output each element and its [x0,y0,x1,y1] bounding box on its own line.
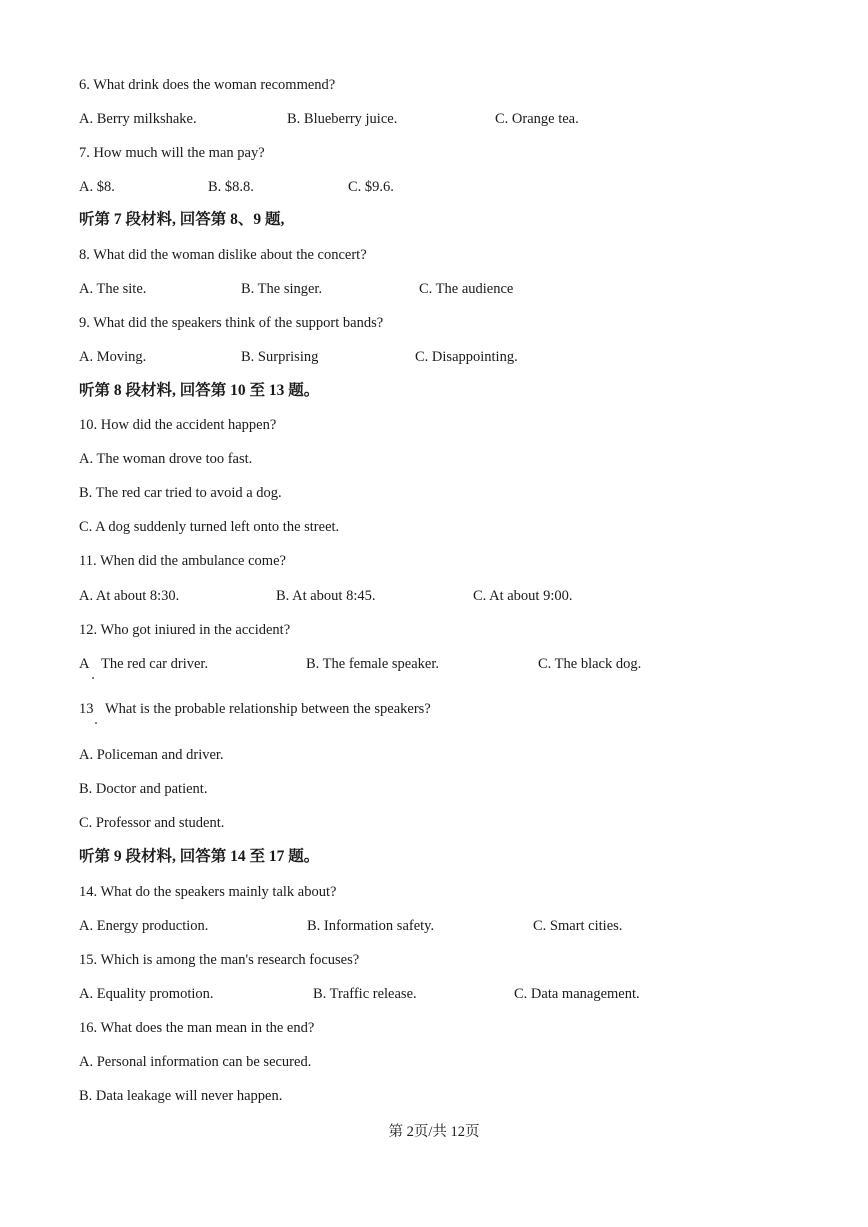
q16-option-b: B. Data leakage will never happen. [79,1088,283,1104]
q12-option-c: C. The black dog. [538,656,642,672]
question-8: 8. What did the woman dislike about the concert? [79,247,367,263]
q7-option-c: C. $9.6. [348,179,394,195]
q9-option-c: C. Disappointing. [415,349,518,365]
question-14: 14. What do the speakers mainly talk about? [79,884,337,900]
q6-option-a: A. Berry milkshake. [79,111,197,127]
scan-speck [95,722,97,724]
q7-option-b: B. $8.8. [208,179,254,195]
q10-option-a: A. The woman drove too fast. [79,451,253,467]
q11-option-c: C. At about 9:00. [473,588,573,604]
section-heading-7: 听第 7 段材料, 回答第 8、9 题, [79,211,285,228]
q15-option-c: C. Data management. [514,986,640,1002]
question-13: What is the probable relationship between the speakers? [105,701,431,717]
q13-option-a: A. Policeman and driver. [79,747,224,763]
page-footer: 第 2页/共 12页 [388,1124,480,1140]
q11-option-b: B. At about 8:45. [276,588,376,604]
question-15: 15. Which is among the man's research focuses? [79,952,360,968]
q14-option-b: B. Information safety. [307,918,435,934]
question-12: 12. Who got iniured in the accident? [79,622,291,638]
q12-option-b: B. The female speaker. [306,656,439,672]
q13-option-b: B. Doctor and patient. [79,781,208,797]
q12-option-a-letter: A [79,656,90,672]
section-heading-8: 听第 8 段材料, 回答第 10 至 13 题。 [79,382,320,399]
q7-option-a: A. $8. [79,179,115,195]
q14-option-a: A. Energy production. [79,918,209,934]
q16-option-a: A. Personal information can be secured. [79,1054,312,1070]
q6-option-b: B. Blueberry juice. [287,111,398,127]
q8-option-b: B. The singer. [241,281,323,297]
question-13-number: 13 [79,701,94,717]
q12-option-a-text: The red car driver. [101,656,209,672]
question-9: 9. What did the speakers think of the support bands? [79,315,384,331]
q11-option-a: A. At about 8:30. [79,588,180,604]
q13-option-c: C. Professor and student. [79,815,225,831]
q9-option-a: A. Moving. [79,349,147,365]
question-11: 11. When did the ambulance come? [79,553,286,569]
question-16: 16. What does the man mean in the end? [79,1020,315,1036]
section-heading-9: 听第 9 段材料, 回答第 14 至 17 题。 [79,848,320,865]
q8-option-a: A. The site. [79,281,147,297]
q10-option-c: C. A dog suddenly turned left onto the street. [79,519,340,535]
scan-speck [92,677,94,679]
q6-option-c: C. Orange tea. [495,111,579,127]
q15-option-a: A. Equality promotion. [79,986,214,1002]
q9-option-b: B. Surprising [241,349,319,365]
q14-option-c: C. Smart cities. [533,918,623,934]
question-6: 6. What drink does the woman recommend? [79,77,336,93]
question-7: 7. How much will the man pay? [79,145,265,161]
question-10: 10. How did the accident happen? [79,417,277,433]
q10-option-b: B. The red car tried to avoid a dog. [79,485,282,501]
q15-option-b: B. Traffic release. [313,986,417,1002]
q8-option-c: C. The audience [419,281,514,297]
